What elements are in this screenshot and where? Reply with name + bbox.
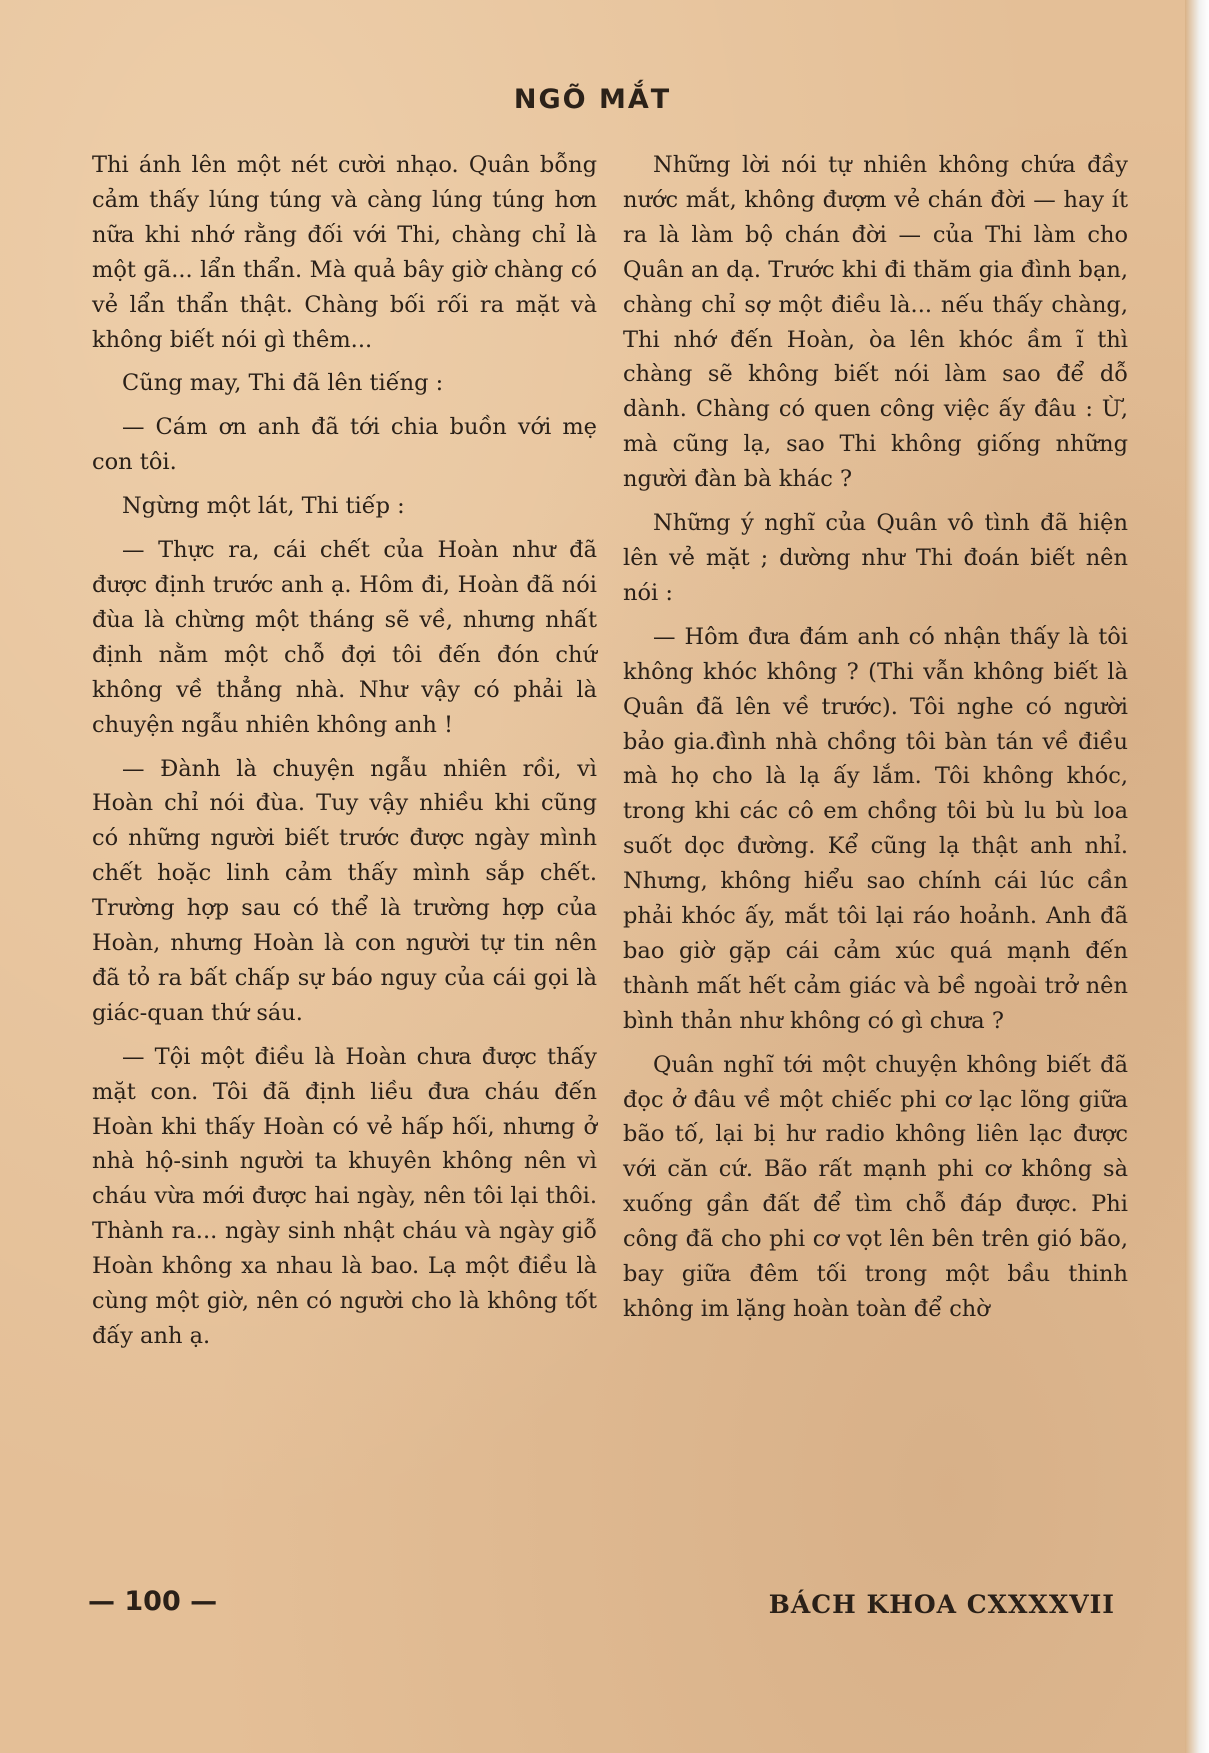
left-column [92,148,597,1363]
running-head-title: NGÕ MẮT [513,84,672,115]
right-column [623,148,1128,1336]
paragraph: Quân nghĩ tới một chuyện không biết đã đọc ở đâu về một chiếc phi cơ lạc lõng giữa bão tố, lại bị hư radio không liên lạc được với căn cứ. Bão rất mạnh phi cơ không sà xuống gần đất để tìm chỗ đáp được. Phi công đã cho phi cơ vọt lên bên trên gió bão, bay giữa đêm tối trong một bầu thinh không im lặng hoàn toàn để chờ [623,1051,1128,1322]
paragraph: Những lời nói tự nhiên không chứa đầy nước mắt, không đượm vẻ chán đời — hay ít ra là làm bộ chán đời — của Thi làm cho Quân an dạ. Trước khi đi thăm gia đình bạn, chàng chỉ sợ một điều là... nếu thấy chàng, Thi nhớ đến Hoàn, òa lên khóc ầm ĩ thì chàng sẽ không biết nói làm sao để dỗ dành. Chàng có quen công việc ấy đâu : Ừ, mà cũng lạ, sao Thi không giống những người đàn bà khác ? [623,152,1128,493]
paragraph: — Thực ra, cái chết của Hoàn như đã được định trước anh ạ. Hôm đi, Hoàn đã nói đùa là chừng một tháng sẽ về, nhưng nhất định nằm một chỗ đợi tôi đến đón chứ không về thẳng nhà. Như vậy có phải là chuyện ngẫu nhiên không anh ! [92,537,597,738]
publication-name: BÁCH KHOA CXXXXVII [768,1590,1115,1619]
paragraph: — Đành là chuyện ngẫu nhiên rồi, vì Hoàn chỉ nói đùa. Tuy vậy nhiều khi cũng có những người biết trước được ngày mình chết hoặc linh cảm thấy mình sắp chết. Trường hợp sau có thể là trường hợp của Hoàn, nhưng Hoàn là con người tự tin nên đã tỏ ra bất chấp sự báo nguy của cái gọi là giác-quan thứ sáu. [92,755,597,1026]
paragraph: — Hôm đưa đám anh có nhận thấy là tôi không khóc không ? (Thi vẫn không biết là Quân đã lên về trước). Tôi nghe có người bảo gia.đình nhà chồng tôi bàn tán về điều mà họ cho là lạ ấy lắm. Tôi không khóc, trong khi các cô em chồng tôi bù lu bù loa suốt dọc đường. Kể cũng lạ thật anh nhỉ. Nhưng, không hiểu sao chính cái lúc cần phải khóc ấy, mắt tôi lại ráo hoảnh. Anh đã bao giờ gặp cái cảm xúc quá mạnh đến thành mất hết cảm giác và bề ngoài trở nên bình thản như không có gì chưa ? [623,623,1128,1034]
paragraph: — Cám ơn anh đã tới chia buồn với mẹ con tôi. [92,414,597,476]
page-edge [1185,0,1209,1753]
paragraph: Cũng may, Thi đã lên tiếng : [122,370,444,397]
page-number: — 100 — [88,1586,218,1617]
paragraph: Những ý nghĩ của Quân vô tình đã hiện lên vẻ mặt ; dường như Thi đoán biết nên nói : [623,510,1128,606]
paragraph: — Tội một điều là Hoàn chưa được thấy mặt con. Tôi đã định liều đưa cháu đến Hoàn khi thấy Hoàn có vẻ hấp hối, nhưng ở nhà hộ-sinh người ta khuyên không nên vì cháu vừa mới được hai ngày, nên tôi lại thôi. Thành ra... ngày sinh nhật cháu và ngày giỗ Hoàn không xa nhau là bao. Lạ một điều là cùng một giờ, nên có người cho là không tốt đấy anh ạ. [92,1043,597,1349]
paragraph: Ngừng một lát, Thi tiếp : [122,493,405,520]
paragraph: Thi ánh lên một nét cười nhạo. Quân bỗng cảm thấy lúng túng và càng lúng túng hơn nữa khi nhớ rằng đối với Thi, chàng chỉ là một gã... lẩn thẩn. Mà quả bây giờ chàng có vẻ lẩn thẩn thật. Chàng bối rối ra mặt và không biết nói gì thêm... [92,152,597,353]
